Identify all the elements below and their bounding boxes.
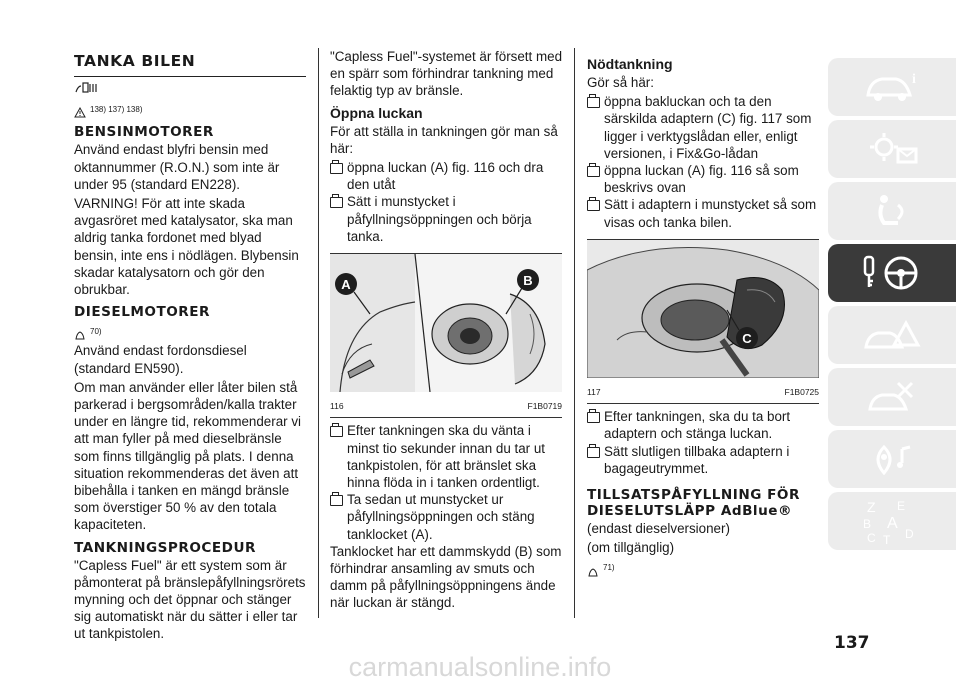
fuel-door-illustration	[330, 254, 562, 392]
svg-text:i: i	[912, 72, 916, 87]
seat-airbag-icon	[862, 191, 922, 231]
index-letter: B	[863, 517, 872, 531]
figure-caption	[587, 382, 819, 403]
watermark: carmanualsonline.info	[348, 652, 612, 682]
paragraph: VARNING! För att inte skada avgasröret med katalysator, ska man aldrig tanka fordonet med blyad bensin, inte ens i nödlägen. Blybensin skadar katalysatorn och gör den obrukbar.	[74, 196, 299, 298]
hand-warning-icon	[587, 566, 599, 577]
paragraph: Om man använder eller låter bilen stå parkerad i bergsområden/kalla trakter under en längre tid, rekommenderar vi att man fyller på med dieselbränsle som finns tillgänglig på plats. I denna situation rekommenderas det även att bibehålla i tanken en mängd bränsle som överstiger 50 % av den totala kapaciteten.	[74, 379, 302, 533]
paragraph: "Capless Fuel"-systemet är försett med en spärr som förhindrar tankning med felaktig typ av bränsle.	[330, 49, 563, 99]
figure-number: 117	[587, 387, 601, 398]
list-item-text: Sätt slutligen tillbaka adaptern i bagageutrymmet.	[604, 443, 790, 476]
briefcase-icon	[587, 166, 600, 177]
hand-warning-icon	[74, 329, 86, 340]
car-info-icon	[862, 67, 922, 107]
list-item-text: Ta sedan ut munstycket ur påfyllningsöppningen och stäng tanklocket (A).	[347, 492, 535, 542]
warning-light-icon	[862, 129, 922, 169]
briefcase-icon	[330, 163, 343, 174]
steering-key-icon	[857, 251, 927, 295]
adapter-illustration	[587, 240, 819, 378]
heading-diesel: DIESELMOTORER	[74, 304, 210, 321]
column-divider	[318, 48, 319, 618]
figure-code: F1B0725	[784, 387, 819, 398]
index-icon	[857, 496, 927, 546]
fuel-pump-icon	[74, 80, 100, 94]
paragraph: "Capless Fuel" är ett system som är påmonterat på bränslepåfyllningsrörets mynning och det öppnar och stänger sig automatiskt när du sätter i eller tar ut tankpistolen.	[74, 557, 306, 642]
warning-triangle-icon	[74, 107, 86, 118]
car-hazard-icon	[862, 315, 922, 355]
heading-bensin: BENSINMOTORER	[74, 124, 214, 141]
briefcase-icon	[587, 200, 600, 211]
tab-maintenance[interactable]	[828, 368, 956, 426]
index-letter: Z	[867, 499, 876, 515]
list-item	[587, 162, 819, 196]
page-number: 137	[834, 633, 870, 653]
column-divider	[574, 48, 575, 618]
tab-emergency[interactable]	[828, 306, 956, 364]
paragraph: Gör så här:	[587, 75, 654, 90]
paragraph: (endast dieselversioner)	[587, 521, 730, 537]
refs-text: 138) 137) 138)	[90, 105, 143, 115]
index-letter: C	[867, 531, 876, 545]
refs-text: 71)	[603, 563, 615, 573]
tab-index[interactable]	[828, 492, 956, 550]
paragraph: Använd endast blyfri bensin med oktannummer (R.O.N.) som inte är under 95 (standard EN228).	[74, 142, 280, 192]
list-item-text: Efter tankningen ska du vänta i minst tio sekunder innan du tar ut tankpistolen, för att bränslet ska hinna flöda in i tanken ordentligt.	[347, 423, 545, 491]
fuel-symbol	[74, 80, 306, 98]
media-nav-icon	[862, 439, 922, 479]
diesel-refs	[74, 323, 306, 340]
list-item	[587, 93, 819, 162]
briefcase-icon	[587, 447, 600, 458]
figure-117	[587, 239, 819, 404]
index-letter: E	[897, 499, 906, 513]
list-item	[330, 159, 562, 193]
figure-caption	[330, 396, 562, 417]
index-letter: A	[887, 515, 898, 532]
list-item-text: öppna bakluckan och ta den särskilda adaptern (C) fig. 117 som ligger i verktygslådan eller, enligt versionen, i Fix&Go-lådan	[604, 94, 812, 161]
figure-code: F1B0719	[527, 401, 562, 412]
tab-safety[interactable]	[828, 182, 956, 240]
briefcase-icon	[330, 197, 343, 208]
list-item	[330, 193, 562, 245]
figure-116	[330, 253, 562, 418]
list-item	[330, 491, 562, 543]
section-title: TANKA BILEN	[74, 48, 306, 77]
briefcase-icon	[587, 412, 600, 423]
briefcase-icon	[330, 495, 343, 506]
list-item	[587, 196, 819, 230]
tab-starting-driving[interactable]	[828, 244, 956, 302]
label-b: B	[523, 273, 533, 289]
index-letter: D	[905, 527, 914, 541]
list-item	[587, 408, 819, 442]
tab-warning-lights[interactable]	[828, 120, 956, 178]
refs-text: 70)	[90, 327, 102, 337]
warning-refs	[74, 101, 306, 118]
tab-car-info[interactable]	[828, 58, 956, 116]
tab-multimedia[interactable]	[828, 430, 956, 488]
list-item-text: Sätt i adaptern i munstycket så som visas och tanka bilen.	[604, 197, 817, 230]
index-letter: T	[883, 533, 891, 546]
column-3	[587, 48, 819, 579]
adblue-refs	[587, 559, 819, 576]
breakdown-tools-icon	[862, 377, 922, 417]
chapter-sidebar	[828, 58, 956, 554]
label-a: A	[341, 277, 351, 293]
list-item-text: öppna luckan (A) fig. 116 så som beskrivs ovan	[604, 163, 799, 196]
column-2	[330, 48, 562, 614]
list-item-text: Efter tankningen, ska du ta bort adaptern och stänga luckan.	[604, 409, 791, 442]
list-item-text: öppna luckan (A) fig. 116 och dra den utåt	[347, 160, 544, 193]
paragraph: Använd endast fordonsdiesel (standard EN590).	[74, 343, 247, 376]
list-item	[587, 443, 819, 477]
briefcase-icon	[587, 97, 600, 108]
label-c: C	[742, 330, 752, 346]
paragraph: (om tillgänglig)	[587, 540, 675, 556]
paragraph: Tanklocket har ett dammskydd (B) som förhindrar ansamling av smuts och damm på påfyllningsöppningens ände när luckan är stängd.	[330, 543, 562, 611]
column-1	[74, 48, 306, 645]
briefcase-icon	[330, 426, 343, 437]
figure-number: 116	[330, 401, 344, 412]
list-item-text: Sätt i munstycket i påfyllningsöppningen och börja tanka.	[347, 194, 532, 244]
heading-adblue: TILLSATSPÅFYLLNING FÖR DIESELUTSLÄPP AdBlue®	[587, 487, 800, 520]
paragraph: För att ställa in tankningen gör man så här:	[330, 123, 558, 156]
subheading-open: Öppna luckan	[330, 104, 423, 121]
heading-tankning: TANKNINGSPROCEDUR	[74, 539, 256, 556]
list-item	[330, 422, 562, 491]
subheading-nodtankning: Nödtankning	[587, 56, 673, 72]
